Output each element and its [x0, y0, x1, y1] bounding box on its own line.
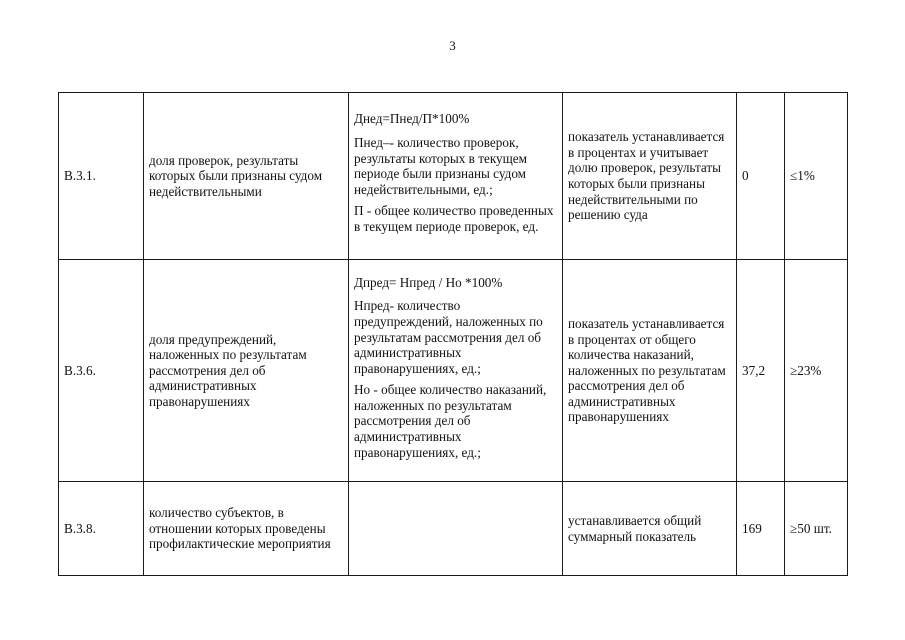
indicator-name: количество субъектов, в отношении которых проведены профилактические мероприятия	[144, 482, 349, 576]
table-row	[59, 93, 848, 260]
indicator-code: B.3.6.	[59, 260, 144, 482]
formula-definition: П - общее количество проведенных в текущем периоде проверок, ед.	[354, 203, 554, 234]
indicator-name: доля предупреждений, наложенных по результатам рассмотрения дел об административных правонарушениях	[144, 260, 349, 482]
indicator-formula: Дпред= Нпред / Но *100%	[354, 274, 503, 290]
indicator-code: B.3.8.	[59, 482, 144, 576]
indicator-formula: Днед=Пнед/П*100%	[354, 111, 470, 127]
indicator-name: доля проверок, результаты которых были признаны судом недействительными	[144, 93, 349, 260]
table-row	[59, 260, 848, 482]
indicator-target: ≥50 шт.	[785, 482, 848, 576]
indicator-formula-cell	[349, 260, 563, 482]
page-number: 3	[449, 38, 456, 53]
formula-definition: Но - общее количество наказаний, наложенных по результатам рассмотрения дел об административных правонарушениях, ед.;	[354, 382, 547, 460]
indicator-formula-cell	[349, 482, 563, 576]
indicator-target: ≤1%	[785, 93, 848, 260]
formula-definition: Нпред- количество предупреждений, наложенных по результатам рассмотрения дел об административных правонарушениях, ед.;	[354, 298, 543, 376]
indicator-target: ≥23%	[785, 260, 848, 482]
indicator-note: показатель устанавливается в процентах и учитывает долю проверок, результаты которых были признаны недействительными по решению суда	[563, 93, 737, 260]
indicator-value: 0	[737, 93, 785, 260]
indicators-table	[58, 92, 848, 576]
indicator-note: показатель устанавливается в процентах от общего количества наказаний, наложенных по результатам рассмотрения дел об административных правонарушениях	[563, 260, 737, 482]
indicator-code: B.3.1.	[59, 93, 144, 260]
indicator-formula-cell	[349, 93, 563, 260]
formula-definition: Пнед–- количество проверок, результаты которых в текущем периоде были признаны судом недействительными, ед.;	[354, 135, 527, 197]
indicator-note: устанавливается общий суммарный показатель	[563, 482, 737, 576]
indicator-value: 37,2	[737, 260, 785, 482]
table-row	[59, 482, 848, 576]
indicator-value: 169	[737, 482, 785, 576]
